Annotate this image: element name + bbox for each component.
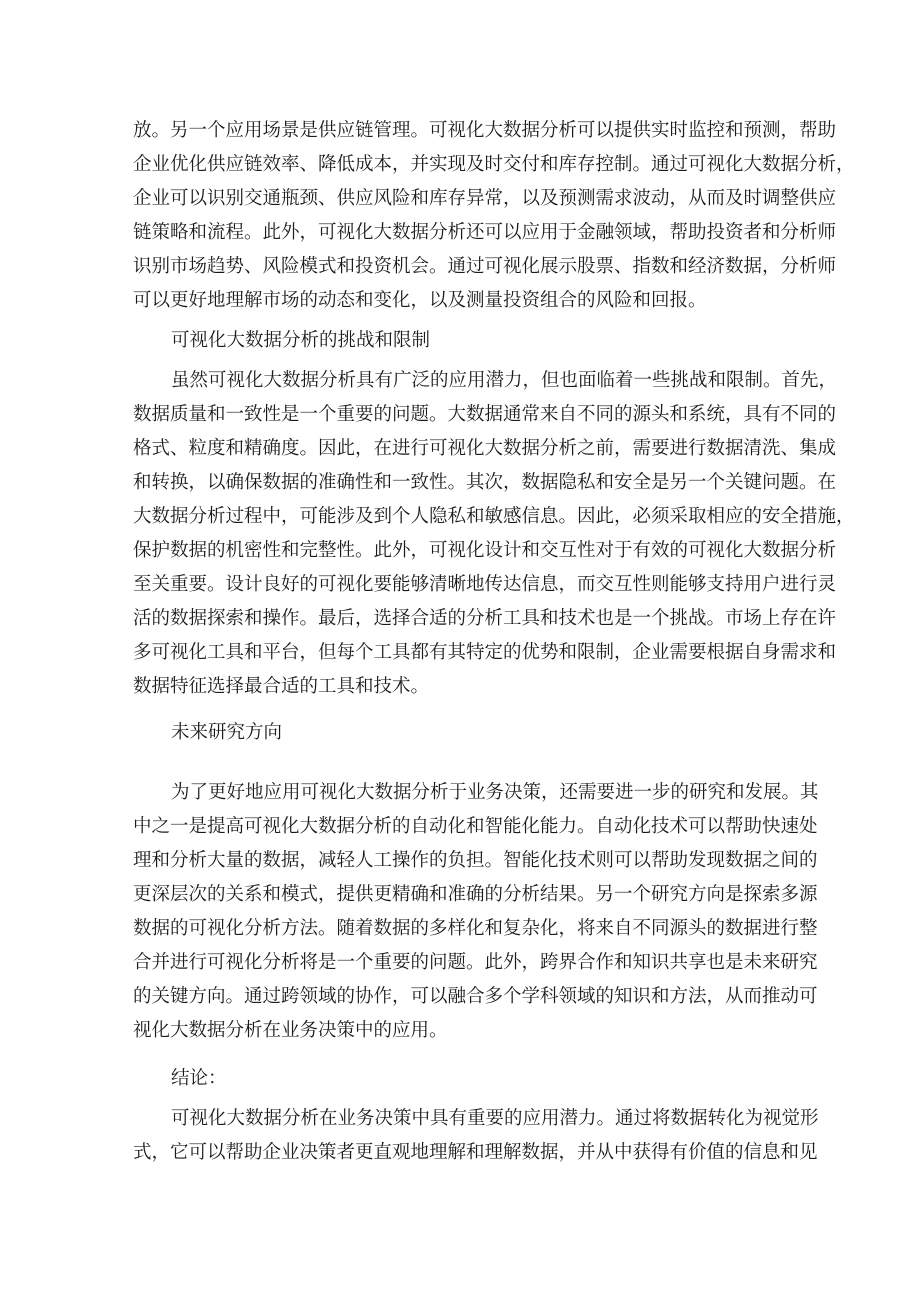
paragraph-line: 企业可以识别交通瓶颈、供应风险和库存异常，以及预测需求波动，从而及时调整供应: [133, 188, 837, 209]
paragraph-line: 大数据分析过程中，可能涉及到个人隐私和敏感信息。因此，必须采取相应的安全措施，: [133, 506, 855, 527]
paragraph-line: 和转换，以确保数据的准确性和一致性。其次，数据隐私和安全是另一个关键问题。在: [133, 472, 837, 493]
paragraph-line: 的关键方向。通过跨领域的协作，可以融合多个学科领域的知识和方法，从而推动可: [133, 986, 818, 1007]
paragraph-line: 识别市场趋势、风险模式和投资机会。通过可视化展示股票、指数和经济数据，分析师: [133, 256, 837, 277]
paragraph-line: 保护数据的机密性和完整性。此外，可视化设计和交互性对于有效的可视化大数据分析: [133, 540, 837, 561]
section-heading: 未来研究方向: [171, 722, 283, 743]
paragraph-line: 活的数据探索和操作。最后，选择合适的分析工具和技术也是一个挑战。市场上存在许: [133, 608, 837, 629]
paragraph-line: 放。另一个应用场景是供应链管理。可视化大数据分析可以提供实时监控和预测，帮助: [133, 120, 837, 141]
paragraph-line: 多可视化工具和平台，但每个工具都有其特定的优势和限制，企业需要根据自身需求和: [133, 642, 837, 663]
section-heading: 结论：: [171, 1068, 227, 1089]
paragraph-line: 数据质量和一致性是一个重要的问题。大数据通常来自不同的源头和系统，具有不同的: [133, 404, 837, 425]
paragraph-line: 虽然可视化大数据分析具有广泛的应用潜力，但也面临着一些挑战和限制。首先，: [171, 370, 838, 391]
paragraph-line: 企业优化供应链效率、降低成本，并实现及时交付和库存控制。通过可视化大数据分析，: [133, 154, 855, 175]
paragraph-line: 数据的可视化分析方法。随着数据的多样化和复杂化，将来自不同源头的数据进行整: [133, 918, 818, 939]
paragraph-line: 理和分析大量的数据，减轻人工操作的负担。智能化技术则可以帮助发现数据之间的: [133, 850, 818, 871]
paragraph-line: 中之一是提高可视化大数据分析的自动化和智能化能力。自动化技术可以帮助快速处: [133, 816, 818, 837]
paragraph-line: 更深层次的关系和模式，提供更精确和准确的分析结果。另一个研究方向是探索多源: [133, 884, 818, 905]
paragraph-line: 可以更好地理解市场的动态和变化，以及测量投资组合的风险和回报。: [133, 290, 707, 311]
paragraph-line: 数据特征选择最合适的工具和技术。: [133, 676, 430, 697]
paragraph-line: 为了更好地应用可视化大数据分析于业务决策，还需要进一步的研究和发展。其: [171, 782, 819, 803]
paragraph-line: 可视化大数据分析在业务决策中具有重要的应用潜力。通过将数据转化为视觉形: [171, 1108, 819, 1129]
paragraph-line: 视化大数据分析在业务决策中的应用。: [133, 1020, 448, 1041]
paragraph-line: 式，它可以帮助企业决策者更直观地理解和理解数据，并从中获得有价值的信息和见: [133, 1142, 818, 1163]
paragraph-line: 格式、粒度和精确度。因此，在进行可视化大数据分析之前，需要进行数据清洗、集成: [133, 438, 837, 459]
paragraph-line: 链策略和流程。此外，可视化大数据分析还可以应用于金融领域，帮助投资者和分析师: [133, 222, 837, 243]
paragraph-line: 合并进行可视化分析将是一个重要的问题。此外，跨界合作和知识共享也是未来研究: [133, 952, 818, 973]
section-heading: 可视化大数据分析的挑战和限制: [171, 330, 431, 351]
paragraph-line: 至关重要。设计良好的可视化要能够清晰地传达信息，而交互性则能够支持用户进行灵: [133, 574, 837, 595]
